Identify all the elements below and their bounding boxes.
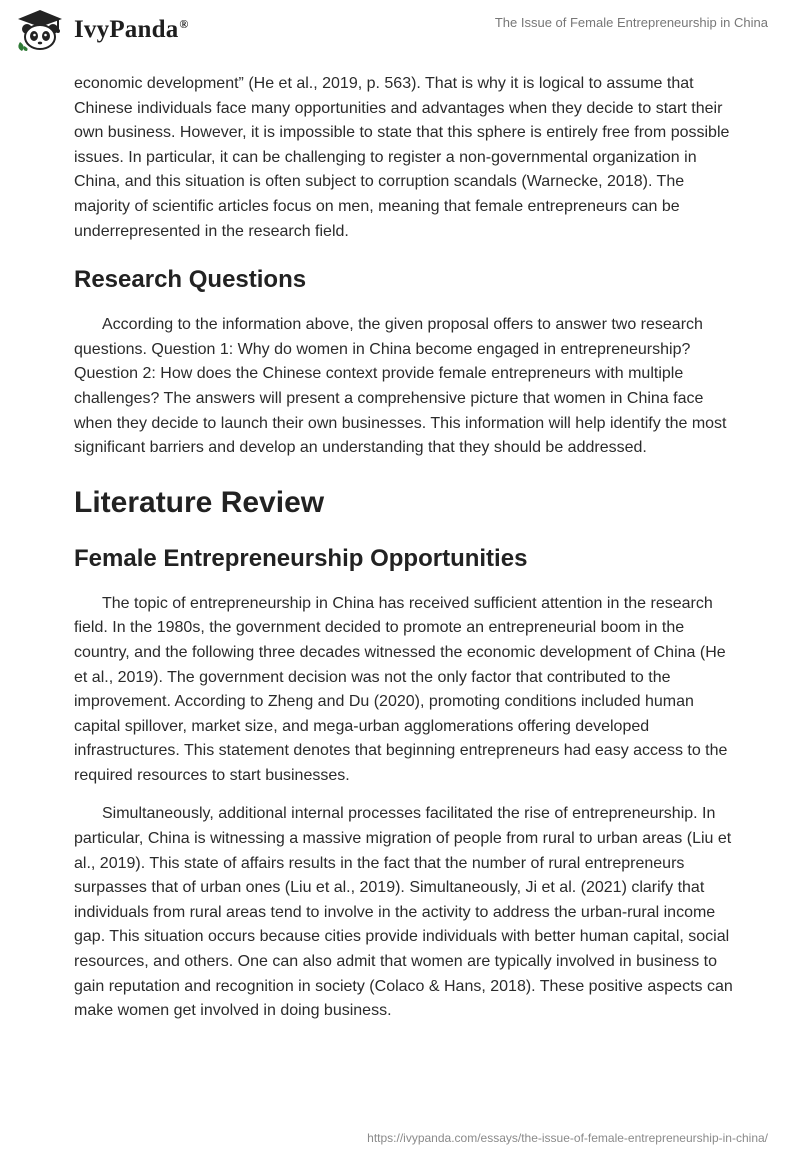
page-header: [0, 0, 800, 64]
literature-review-heading: Literature Review: [74, 485, 325, 519]
ivypanda-logo[interactable]: [14, 8, 189, 52]
panda-graduate-icon: [14, 8, 66, 52]
document-title: The Issue of Female Entrepreneurship in China: [494, 15, 768, 30]
research-questions-heading: Research Questions: [74, 266, 307, 294]
source-url[interactable]: https://ivypanda.com/essays/the-issue-of-female-entrepreneurship-in-china/: [367, 1131, 768, 1145]
opportunities-subheading: Female Entrepreneurship Opportunities: [74, 544, 528, 572]
intro-paragraph: economic development” (He et al., 2019, p. 563). That is why it is logical to assume that Chinese individuals face many opportunities and advantages when they decide to start their own business. However, it is impossible to state that this sphere is entirely free from possible issues. In particular, it can be challenging to register a non-governmental organization in China, and this situation is often subject to corruption scandals (Warnecke, 2018). The majority of scientific articles focus on men, meaning that female entrepreneurs can be underrepresented in the research field.: [74, 75, 730, 240]
opportunities-paragraph-1: The topic of entrepreneurship in China has received sufficient attention in the research field. In the 1980s, the government decided to promote an entrepreneurial boom in the country, and the following three decades witnessed the economic development of China (He et al., 2019). The government decision was not the only factor that contributed to the improvement. According to Zheng and Du (2020), promoting conditions included human capital spillover, market size, and mega-urban agglomerations offering developed infrastructures. This statement denotes that beginning entrepreneurs had easy access to the required resources to start businesses.: [74, 594, 728, 784]
essay-content: [74, 72, 734, 1038]
opportunities-paragraph-2: Simultaneously, additional internal processes facilitated the rise of entrepreneurship. In particular, China is witnessing a massive migration of people from rural to urban areas (Liu et al., 2019). This state of affairs results in the fact that the number of rural entrepreneurs surpasses that of urban ones (Liu et al., 2019). Simultaneously, Ji et al. (2021) clarify that individuals from rural areas tend to involve in the activity to address the urban-rural income gap. This situation occurs because cities provide individuals with better human capital, social resources, and others. One can also admit that women are typically involved in business to gain reputation and recognition in society (Colaco & Hans, 2018). These positive aspects can make women get involved in doing business.: [74, 805, 733, 1020]
research-questions-paragraph: According to the information above, the given proposal offers to answer two research questions. Question 1: Why do women in China become engaged in entrepreneurship? Question 2: How does the Chinese context provide female entrepreneurs with multiple challenges? The answers will present a comprehensive picture that women in China face when they decide to launch their own businesses. This information will help identify the most significant barriers and develop an understanding that they should be addressed.: [74, 316, 727, 457]
logo-wordmark: IvyPanda®: [74, 16, 189, 43]
